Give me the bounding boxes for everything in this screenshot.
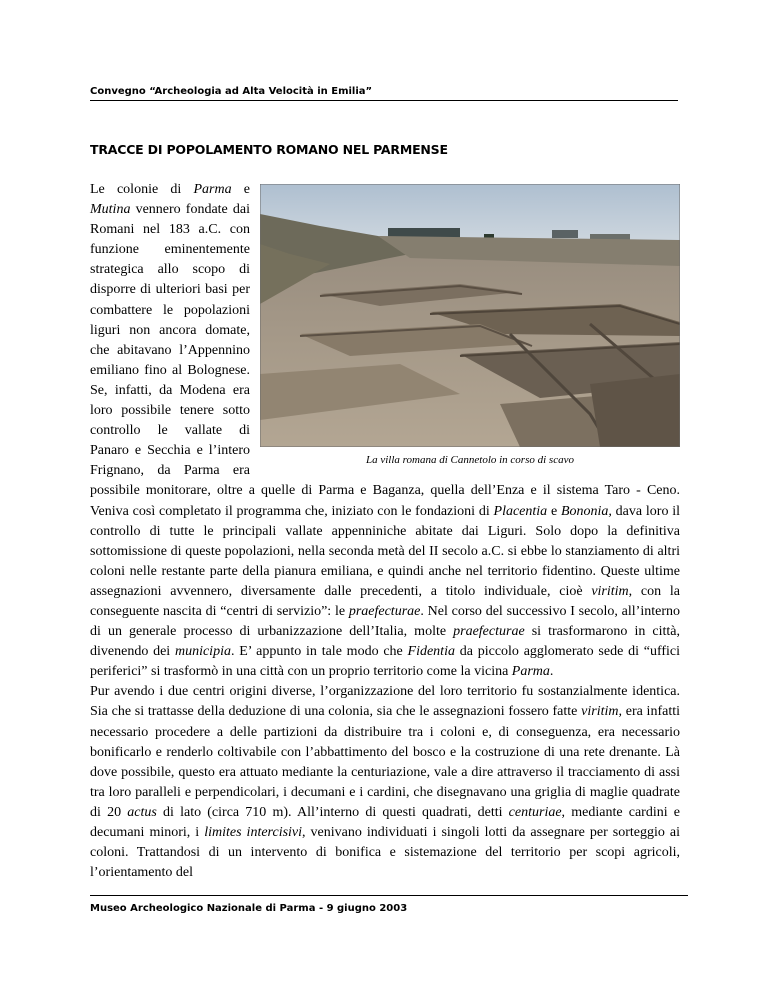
term-praefecturae: praefecturae: [348, 603, 421, 619]
text-run: .: [549, 664, 554, 680]
term-mutina: Mutina: [90, 202, 131, 218]
article-body: [90, 180, 680, 883]
page-header: Convegno “Archeologia ad Alta Velocità in Emilia”: [90, 86, 373, 97]
footer-rule: [90, 895, 688, 896]
term-parma: Parma: [193, 182, 232, 197]
term-viritim: viritim: [591, 583, 629, 599]
term-municipia: municipia: [174, 644, 231, 660]
term-praefecturae: praefecturae: [453, 624, 525, 640]
text-run: . Nel corso del successivo I secolo, all’interno di un generale processo di urbanizzazione dell’Italia, molte: [90, 603, 680, 640]
article-title: TRACCE DI POPOLAMENTO ROMANO NEL PARMENSE: [90, 142, 448, 157]
text-run: era infatti necessario procedere a delle partizioni da distribuire tra i coloni e, di conseguenza, era necessario bonificarlo e renderlo coltivabile con l’abbattimento del bosco e la costruzione di una rete drenante. Là dove possibile, questo era attuato mediante la centuriazione, vale a dire attraverso il tracciamento di assi tra loro paralleli e perpendicolari, i decumani e i cardini, che disegnavano una griglia di maglie quadrate di 20: [90, 704, 680, 820]
term-limites-intercisivi: limites intercisivi: [204, 825, 303, 840]
text-run: , con la conseguente nascita di “centri di servizio”: le: [90, 583, 680, 619]
text-run: si trasformarono in città, divenendo dei: [90, 624, 680, 660]
header-rule: [90, 100, 678, 101]
text-run: e: [231, 182, 250, 197]
paragraph-2: [90, 682, 680, 883]
term-viritim: viritim,: [581, 704, 622, 720]
excavation-photo: [260, 184, 680, 447]
term-centuriae: centuriae: [508, 804, 562, 820]
text-run: Le colonie di: [90, 182, 194, 197]
text-run: e: [547, 503, 561, 519]
term-actus: actus: [127, 804, 157, 820]
page-footer: Museo Archeologico Nazionale di Parma - 9 giugno 2003: [90, 903, 408, 914]
figure-caption: La villa romana di Cannetolo in corso di scavo: [366, 454, 574, 466]
text-run: dava loro il controllo di tutte le principali vallate appenniniche abitate dai Liguri. Solo dopo la definitiva sottomissione di queste popolazioni, nella seconda metà del II secolo a.C. si ebbe lo stanziamento di altri coloni nelle restante parte della pianura emiliana, e quindi anche nel territorio fidentino. Queste ultime assegnazioni avvennero, diversamente dalle precedenti, a titolo individuale, cioè: [90, 503, 681, 599]
text-run: , venivano individuati i singoli lotti da assegnare per sorteggio ai coloni. Trattandosi di un intervento di bonifica e sistemazione del territorio per scopi agricoli, l’orientamento del: [90, 825, 680, 881]
text-run: Pur avendo i due centri origini diverse, l’organizzazione del loro territorio fu sostanzialmente identica. Sia che si trattasse della deduzione di una colonia, sia che le assegnazioni fossero fatte: [90, 684, 680, 720]
term-placentia: Placentia: [493, 503, 548, 519]
text-run: di lato (circa 710 m). All’interno di questi quadrati, detti: [156, 804, 509, 820]
figure: [260, 180, 680, 472]
text-run: da piccolo agglomerato sede di “uffici periferici” si trasformò in una città con un proprio territorio come la vicina: [90, 644, 681, 680]
term-parma: Parma: [511, 664, 550, 680]
text-run: . E’ appunto in tale modo che: [230, 644, 408, 660]
term-fidentia: Fidentia: [407, 644, 455, 660]
text-run: vennero fondate dai Romani nel 183 a.C. con funzione eminentemente strategica allo scopo di disporre di ulteriori basi per combattere le popolazioni liguri non ancora domate, che abitavano l’Appennino emiliano fino al Bolognese. Se, infatti, da Modena era loro possibile tenere sotto controllo le vallate di Panaro e Secchia e l’intero Frignano, da Parma era possibile monitorare, oltre a quelle di Parma e Baganza, quella dell’Enza e il sistema Taro - Ceno. Veniva così completato il programma che, iniziato con le fondazioni di: [90, 202, 680, 519]
text-run: , mediante cardini e decumani minori, i: [90, 804, 680, 840]
term-bononia: Bononia,: [560, 503, 612, 519]
